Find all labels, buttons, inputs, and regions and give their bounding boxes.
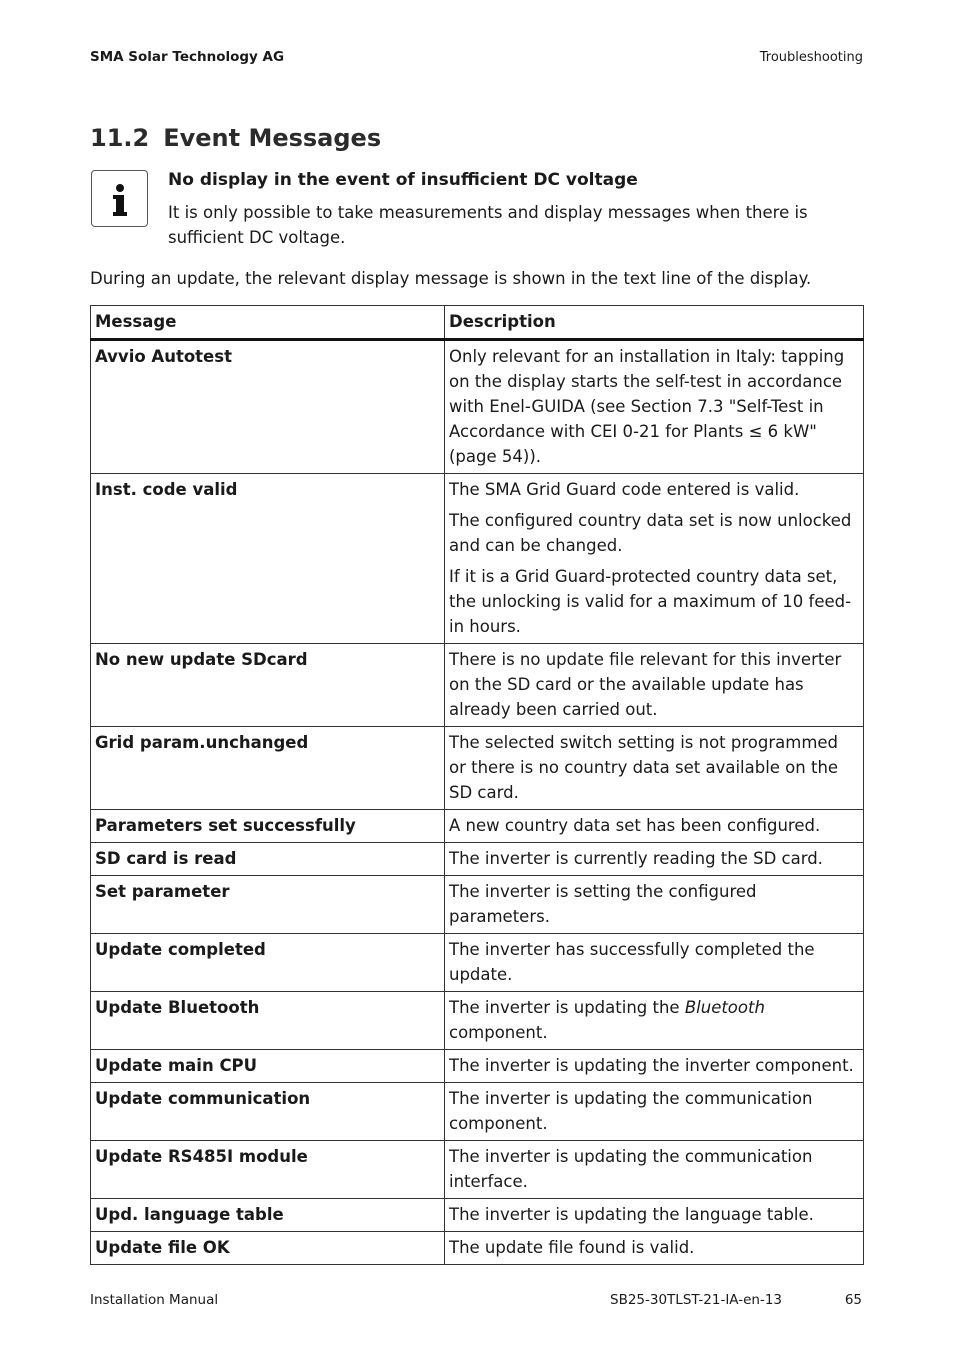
- description-cell: [445, 474, 864, 644]
- description-cell: [445, 727, 864, 810]
- description-paragraph: The SMA Grid Guard code entered is valid.: [449, 480, 800, 499]
- table-body: [91, 340, 864, 1265]
- description-paragraph: The inverter is updating the Bluetooth component.: [449, 998, 765, 1042]
- description-cell: [445, 876, 864, 934]
- section-title-text: Event Messages: [163, 124, 382, 152]
- description-paragraph: A new country data set has been configured.: [449, 816, 821, 835]
- description-cell: [445, 1232, 864, 1265]
- table-row: [91, 934, 864, 992]
- description-paragraph: The selected switch setting is not programmed or there is no country data set available on the SD card.: [449, 733, 839, 802]
- description-paragraph: The inverter is currently reading the SD card.: [449, 849, 823, 868]
- message-cell: Update Bluetooth: [91, 992, 445, 1050]
- info-icon: [91, 170, 148, 227]
- description-cell: [445, 810, 864, 843]
- table-row: [91, 992, 864, 1050]
- note-title: No display in the event of insufficient DC voltage: [168, 170, 638, 190]
- page-number: 65: [844, 1292, 862, 1308]
- message-cell: Set parameter: [91, 876, 445, 934]
- column-header-description: Description: [445, 306, 864, 340]
- description-cell: [445, 1050, 864, 1083]
- table-row: [91, 1083, 864, 1141]
- header-company: SMA Solar Technology AG: [90, 49, 285, 65]
- description-paragraph: The inverter is updating the communication interface.: [449, 1147, 813, 1191]
- description-cell: [445, 644, 864, 727]
- message-cell: Parameters set successfully: [91, 810, 445, 843]
- intro-paragraph: During an update, the relevant display message is shown in the text line of the display.: [90, 269, 812, 288]
- table-row: [91, 644, 864, 727]
- description-cell: [445, 340, 864, 474]
- event-messages-table: [90, 305, 864, 1265]
- table-row: [91, 843, 864, 876]
- description-paragraph: The inverter has successfully completed the update.: [449, 940, 815, 984]
- description-cell: [445, 934, 864, 992]
- table-row: [91, 340, 864, 474]
- message-cell: Update communication: [91, 1083, 445, 1141]
- table-row: [91, 1050, 864, 1083]
- description-cell: [445, 1141, 864, 1199]
- message-cell: Inst. code valid: [91, 474, 445, 644]
- table-row: [91, 876, 864, 934]
- table-row: [91, 727, 864, 810]
- message-cell: Update main CPU: [91, 1050, 445, 1083]
- message-cell: Update file OK: [91, 1232, 445, 1265]
- column-header-message: Message: [91, 306, 445, 340]
- note-body: It is only possible to take measurements and display messages when there is sufficient DC voltage.: [168, 203, 808, 247]
- description-paragraph: Only relevant for an installation in Italy: tapping on the display starts the self-test in accordance with Enel-GUIDA (see Section 7.3 "Self-Test in Accordance with CEI 0-21 for Plants ≤ 6 kW" (page 54)).: [449, 347, 845, 466]
- description-cell: [445, 1083, 864, 1141]
- message-cell: Update completed: [91, 934, 445, 992]
- description-paragraph: The configured country data set is now unlocked and can be changed.: [449, 511, 852, 555]
- page-title: [90, 124, 381, 152]
- message-cell: No new update SDcard: [91, 644, 445, 727]
- table-row: [91, 1232, 864, 1265]
- description-paragraph: The inverter is updating the inverter component.: [449, 1056, 854, 1075]
- table-row: [91, 474, 864, 644]
- description-paragraph: The inverter is updating the communication component.: [449, 1089, 813, 1133]
- message-cell: SD card is read: [91, 843, 445, 876]
- message-cell: Grid param.unchanged: [91, 727, 445, 810]
- table-header-row: [91, 306, 864, 340]
- footer-doc-id: SB25-30TLST-21-IA-en-13: [610, 1292, 783, 1308]
- description-cell: [445, 1199, 864, 1232]
- message-cell: Avvio Autotest: [91, 340, 445, 474]
- description-cell: [445, 843, 864, 876]
- description-paragraph: The inverter is setting the configured parameters.: [449, 882, 757, 926]
- table-row: [91, 1199, 864, 1232]
- description-cell: [445, 992, 864, 1050]
- section-number: 11.2: [90, 124, 150, 152]
- description-paragraph: If it is a Grid Guard-protected country data set, the unlocking is valid for a maximum of 10 feed-in hours.: [449, 567, 852, 636]
- description-paragraph: The update file found is valid.: [449, 1238, 695, 1257]
- footer-doc-type: Installation Manual: [90, 1292, 219, 1308]
- message-cell: Upd. language table: [91, 1199, 445, 1232]
- header-chapter: Troubleshooting: [759, 50, 863, 65]
- description-paragraph: There is no update file relevant for this inverter on the SD card or the available update has already been carried out.: [449, 650, 842, 719]
- description-paragraph: The inverter is updating the language table.: [449, 1205, 814, 1224]
- table-row: [91, 810, 864, 843]
- message-cell: Update RS485I module: [91, 1141, 445, 1199]
- table-row: [91, 1141, 864, 1199]
